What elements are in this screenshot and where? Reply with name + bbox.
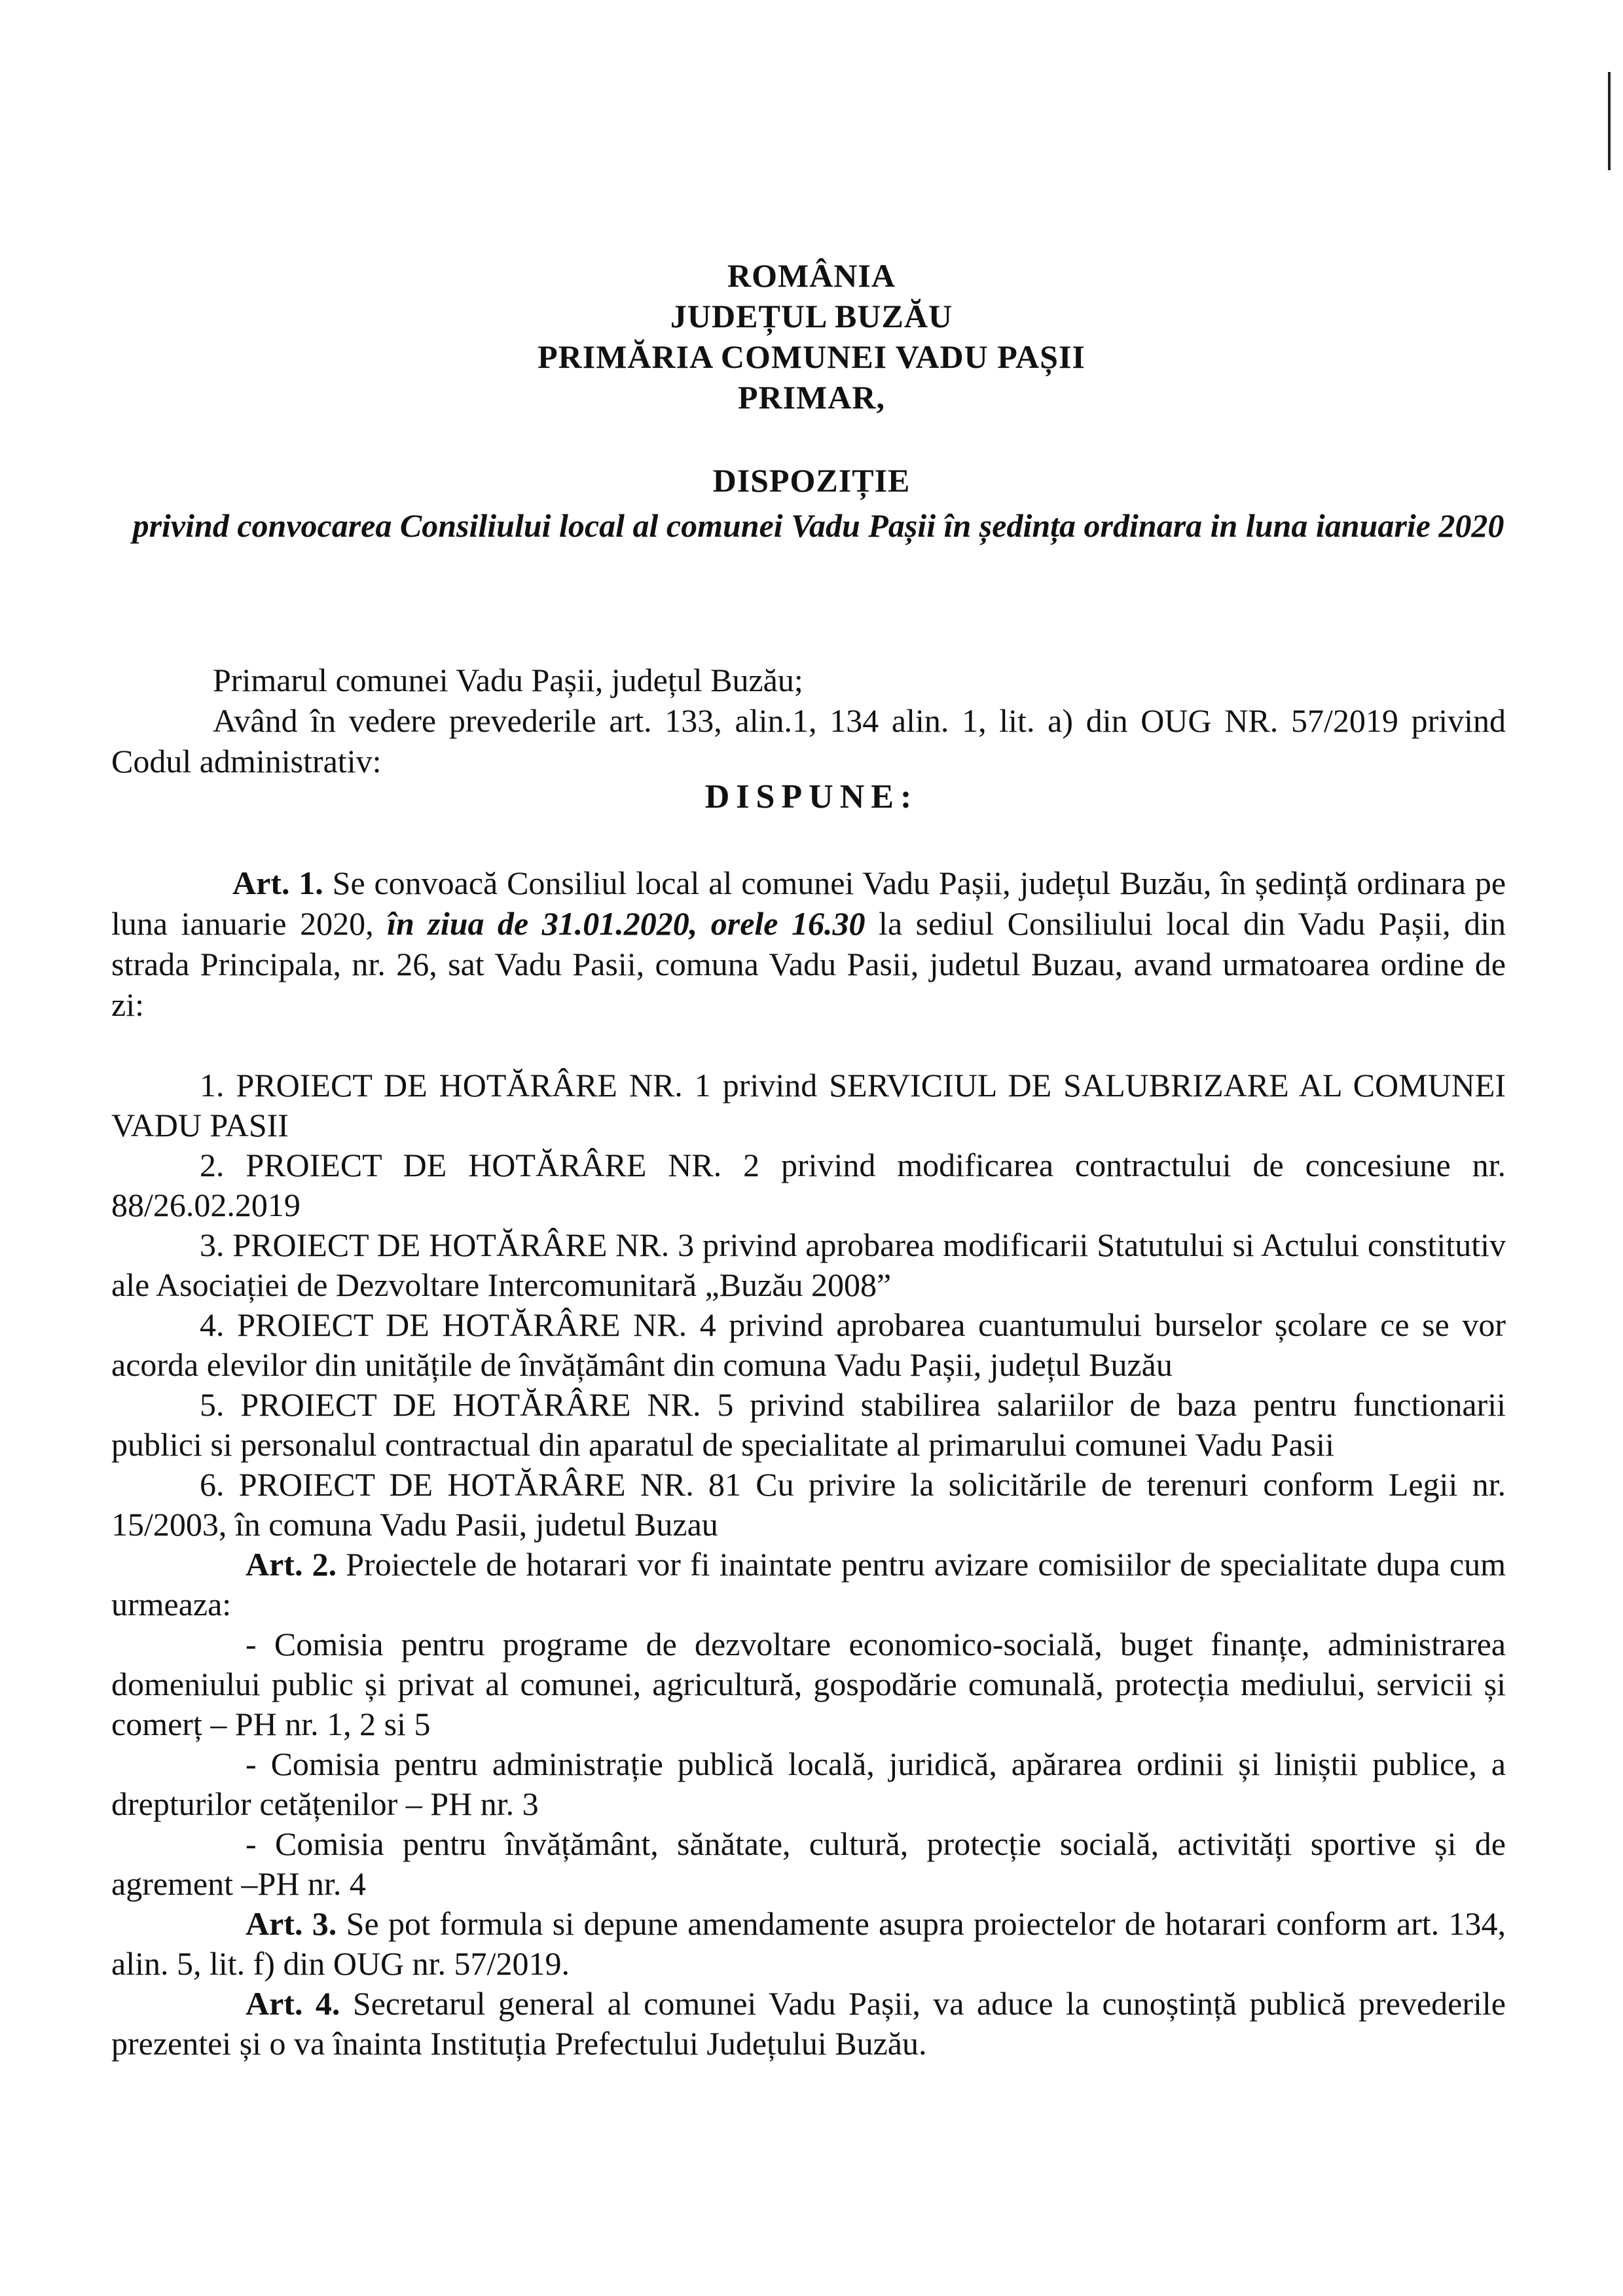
header-city-hall: PRIMĂRIA COMUNEI VADU PAȘII: [538, 338, 1085, 375]
agenda-item: 4. PROIECT DE HOTĂRÂRE NR. 4 privind aprobarea cuantumului burselor școlare ce se vor acorda elevilor din unitățile de învățământ din comuna Vadu Pașii, județul Buzău: [111, 1306, 1506, 1383]
agenda-list: [111, 1066, 1506, 2064]
article-1-paragraph: [111, 863, 1506, 1025]
dispune-heading: DISPUNE:: [704, 778, 919, 816]
agenda-item: 3. PROIECT DE HOTĂRÂRE NR. 3 privind aprobarea modificarii Statutului si Actului constitutiv ale Asociației de Dezvoltare Intercomunitară „Buzău 2008”: [111, 1227, 1506, 1303]
article-2-paragraph: [111, 1545, 1506, 1624]
agenda-item: 2. PROIECT DE HOTĂRÂRE NR. 2 privind modificarea contractului de concesiune nr. 88/26.02.2019: [111, 1147, 1506, 1223]
header-country: ROMÂNIA: [727, 257, 896, 294]
article-4-text: Secretarul general al comunei Vadu Pașii, va aduce la cunoștință publică prevederile prezentei și o va înainta Instituția Prefectului Județului Buzău.: [111, 1985, 1506, 2062]
header-county: JUDEȚUL BUZĂU: [670, 298, 953, 334]
agenda-item: 6. PROIECT DE HOTĂRÂRE NR. 81 Cu privire la solicitările de terenuri conform Legii nr. 15/2003, în comuna Vadu Pasii, judetul Buzau: [111, 1466, 1506, 1543]
article-2-text: Proiectele de hotarari vor fi inaintate pentru avizare comisiilor de specialitate dupa cum urmeaza:: [111, 1546, 1506, 1623]
article-3-paragraph: [111, 1904, 1506, 1984]
commission-item: - Comisia pentru administrație publică locală, juridică, apărarea ordinii și liniștii publice, a drepturilor cetățenilor – PH nr. 3: [111, 1746, 1506, 1822]
commission-item: - Comisia pentru învățământ, sănătate, cultură, protecție socială, activități sportive și de agrement –PH nr. 4: [111, 1825, 1506, 1902]
document-subtitle: privind convocarea Consiliului local al comunei Vadu Pașii în ședința ordinara in luna ianuarie 2020: [132, 507, 1504, 544]
article-1-label: Art. 1.: [232, 865, 323, 901]
article-1-text-a: Se convoacă Consiliul local al comunei Vadu Pașii, județul Buzău, în ședință ordinara pe luna ianuarie 2020,: [111, 865, 1506, 942]
article-1-text-b: la sediul Consiliului local din Vadu Pașii, din strada Principala, nr. 26, sat Vadu Pasii, comuna Vadu Pasii, judetul Buzau, avand urmatoarea ordine de zi:: [111, 905, 1506, 1023]
article-1: [111, 863, 1506, 1025]
preamble-line-2: Având în vedere prevederile art. 133, alin.1, 134 alin. 1, lit. a) din OUG NR. 57/2019 privind Codul administrativ:: [111, 702, 1506, 780]
article-1-date-time: în ziua de 31.01.2020, orele 16.30: [387, 905, 866, 942]
document-header: [0, 255, 1623, 418]
article-3-label: Art. 3.: [246, 1905, 337, 1942]
article-3-text: Se pot formula si depune amendamente asupra proiectelor de hotarari conform art. 134, alin. 5, lit. f) din OUG nr. 57/2019.: [111, 1905, 1506, 1982]
article-4-paragraph: [111, 1984, 1506, 2064]
commission-item: - Comisia pentru programe de dezvoltare economico-socială, buget finanțe, administrarea domeniului public și privat al comunei, agricultură, gospodărie comunală, protecția mediului, servicii și comerț – PH nr. 1, 2 si 5: [111, 1626, 1506, 1742]
preamble: [111, 660, 1506, 781]
header-mayor: PRIMAR,: [737, 379, 886, 416]
scan-edge-line: [1608, 72, 1611, 170]
article-4-label: Art. 4.: [246, 1985, 340, 2022]
agenda-item: 1. PROIECT DE HOTĂRÂRE NR. 1 privind SERVICIUL DE SALUBRIZARE AL COMUNEI VADU PASII: [111, 1067, 1506, 1143]
article-2-label: Art. 2.: [246, 1546, 337, 1583]
agenda-item: 5. PROIECT DE HOTĂRÂRE NR. 5 privind stabilirea salariilor de baza pentru functionarii publici si personalul contractual din aparatul de specialitate al primarului comunei Vadu Pasii: [111, 1386, 1506, 1463]
document-title: DISPOZIȚIE: [712, 462, 911, 499]
preamble-line-1: Primarul comunei Vadu Pașii, județul Buzău;: [213, 662, 803, 698]
